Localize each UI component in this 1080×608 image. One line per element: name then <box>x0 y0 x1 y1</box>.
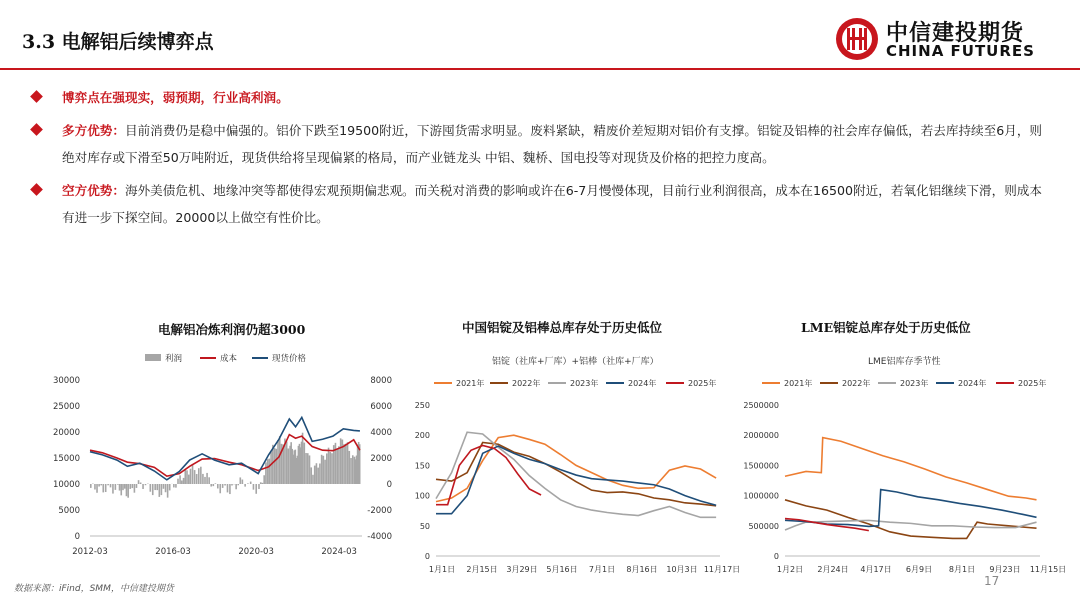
profit-bar <box>328 448 330 484</box>
y-left-tick-label: 25000 <box>52 402 80 412</box>
bullet-lead: 空方优势： <box>62 183 125 198</box>
profit-bar <box>120 484 122 495</box>
profit-bar <box>105 484 107 492</box>
profit-bar <box>269 459 271 484</box>
series-line-2022年 <box>436 442 716 505</box>
chart3-title: LME铝锭总库存处于历史低位 <box>801 320 971 335</box>
profit-bar <box>204 477 206 484</box>
x-tick-label: 11月15日 <box>1029 565 1067 574</box>
chart1-profit-cost-price <box>40 340 410 565</box>
y-tick-label: 500000 <box>748 521 779 531</box>
legend-label: 2024年 <box>628 379 657 388</box>
citic-logo-icon <box>834 16 880 62</box>
x-tick-label: 5月16日 <box>546 565 578 574</box>
profit-bar <box>314 466 316 484</box>
profit-bar <box>242 480 244 484</box>
profit-bar <box>270 452 272 484</box>
profit-bar <box>331 453 333 484</box>
y-tick-label: 100 <box>414 491 430 501</box>
profit-bar <box>183 478 185 484</box>
y-right-tick-label: 8000 <box>370 376 392 386</box>
legend-swatch <box>145 354 161 361</box>
profit-bar <box>222 484 224 488</box>
y-tick-label: 0 <box>773 552 779 561</box>
y-left-tick-label: 0 <box>74 532 80 542</box>
series-line-2024年 <box>436 446 716 514</box>
logo-text-en: CHINA FUTURES <box>886 42 1035 60</box>
profit-bar <box>102 484 104 492</box>
y-right-tick-label: 6000 <box>370 402 392 412</box>
profit-bar <box>267 459 269 484</box>
profit-bar <box>188 475 190 484</box>
profit-bar <box>159 484 161 497</box>
profit-bar <box>132 484 134 488</box>
profit-bar <box>343 444 345 484</box>
profit-bar <box>140 483 142 484</box>
bullet-text: 海外美债危机、地缘冲突等都使得宏观预期偏悲观。而关税对消费的影响或许在6-7月慢慢体现，目前行业利润很高，成本在16500附近，若氧化铝继续下滑，则成本有进一步下探空间。20000以上做空有性价比。 <box>62 183 1042 225</box>
y-left-tick-label: 15000 <box>52 454 80 464</box>
profit-bar <box>154 484 156 490</box>
y-left-tick-label: 5000 <box>58 506 80 516</box>
x-tick-label: 8月1日 <box>948 565 976 574</box>
bullet-diamond-icon <box>30 183 43 196</box>
y-right-tick-label: -4000 <box>367 532 392 542</box>
x-tick-label: 4月17日 <box>860 565 892 574</box>
profit-bar <box>244 484 246 487</box>
legend-label: 2022年 <box>842 379 871 388</box>
profit-bar <box>96 484 98 493</box>
profit-bar <box>138 480 140 484</box>
profit-bar <box>309 455 311 484</box>
profit-bar <box>136 484 138 488</box>
profit-bar <box>122 484 124 490</box>
profit-bar <box>253 484 255 490</box>
profit-bar <box>274 448 276 484</box>
profit-bar <box>129 484 131 489</box>
x-tick-label: 1月2日 <box>776 565 804 574</box>
profit-bar <box>115 484 117 490</box>
profit-bar <box>229 484 231 494</box>
y-tick-label: 250 <box>414 401 430 410</box>
profit-bar <box>219 484 221 493</box>
profit-bar <box>213 484 215 486</box>
series-line-2021年 <box>785 438 1037 500</box>
x-tick-label: 2012-03 <box>72 547 108 557</box>
profit-bar <box>181 480 183 484</box>
series-line-2022年 <box>785 500 1037 539</box>
profit-bar <box>142 484 144 489</box>
profit-bar <box>347 442 349 484</box>
profit-bar <box>198 468 200 484</box>
profit-bar <box>215 483 217 484</box>
profit-bar <box>175 484 177 488</box>
chart3-subtitle: LME铝库存季节性 <box>868 357 941 367</box>
profit-bar <box>310 467 312 484</box>
profit-bar <box>304 443 306 484</box>
y-right-tick-label: 0 <box>386 480 392 490</box>
legend-label: 2023年 <box>900 379 929 388</box>
y-tick-label: 2000000 <box>743 431 779 441</box>
legend-label: 2025年 <box>1018 379 1047 388</box>
profit-bar <box>317 468 319 484</box>
profit-bar <box>239 477 241 484</box>
profit-bar <box>275 449 277 484</box>
profit-bar <box>258 484 260 489</box>
profit-bar <box>352 455 354 484</box>
y-tick-label: 1000000 <box>743 491 779 501</box>
profit-bar <box>156 484 158 490</box>
legend-label: 2024年 <box>958 379 987 388</box>
x-tick-label: 7月1日 <box>588 565 616 574</box>
bullet-bear-case <box>32 177 1042 231</box>
profit-bar <box>112 484 114 494</box>
x-tick-label: 8月16日 <box>626 565 658 574</box>
x-tick-label: 3月29日 <box>506 565 538 574</box>
slide-header <box>0 0 1080 70</box>
y-tick-label: 2500000 <box>743 401 779 410</box>
chart2-china-inventory <box>414 368 741 578</box>
bullet-summary <box>32 84 1042 111</box>
profit-bar <box>186 470 188 484</box>
data-source-note: 数据来源：iFind，SMM，中信建投期货 <box>14 584 174 594</box>
profit-bar <box>286 441 288 484</box>
profit-bar <box>165 484 167 492</box>
legend-label: 2021年 <box>784 379 813 388</box>
profit-bar <box>350 458 352 484</box>
profit-bar <box>110 484 112 487</box>
profit-bar <box>107 484 109 485</box>
profit-bar <box>262 483 264 484</box>
y-tick-label: 200 <box>414 431 430 441</box>
x-tick-label: 2月15日 <box>466 565 498 574</box>
profit-bar <box>126 484 128 496</box>
profit-bar <box>202 474 204 484</box>
profit-bar <box>260 482 262 484</box>
bullet-diamond-icon <box>30 123 43 136</box>
x-tick-label: 2月24日 <box>817 565 849 574</box>
y-right-tick-label: 4000 <box>370 428 392 438</box>
legend-label: 成本 <box>220 354 238 364</box>
profit-bar <box>319 463 321 484</box>
y-tick-label: 150 <box>414 461 430 471</box>
profit-bar <box>279 436 281 484</box>
profit-bar <box>324 460 326 484</box>
profit-bar <box>336 448 338 484</box>
x-tick-label: 9月23日 <box>989 565 1021 574</box>
profit-bar <box>265 462 267 484</box>
profit-bar <box>200 467 202 484</box>
y-right-tick-label: -2000 <box>367 506 392 516</box>
chart3-lme-inventory <box>740 368 1067 578</box>
bullet-text: 目前消费仍是稳中偏强的。铝价下跌至19500附近，下游囤货需求明显。废料紧缺，精废价差短期对铝价有支撑。铝锭及铝棒的社会库存偏低，若去库持续至6月，则绝对库存或下滑至50万吨附近，现货供给将呈现偏紧的格局，而产业链龙头 中铝、魏桥、国电投等对现货及价格的把控力度高。 <box>62 123 1043 165</box>
bullet-bull-case <box>32 117 1042 171</box>
profit-bar <box>237 484 239 485</box>
x-tick-label: 11月17日 <box>703 565 741 574</box>
profit-bar <box>100 484 102 485</box>
bullet-diamond-icon <box>30 90 43 103</box>
chart2-title: 中国铝锭及铝棒总库存处于历史低位 <box>462 320 663 335</box>
profit-bar <box>307 453 309 484</box>
profit-bar <box>90 484 92 488</box>
profit-bar <box>208 477 210 484</box>
x-tick-label: 2024-03 <box>321 547 357 557</box>
profit-bar <box>250 482 252 484</box>
y-left-tick-label: 10000 <box>52 480 80 490</box>
profit-bar <box>98 484 100 487</box>
legend-label: 利润 <box>165 354 183 364</box>
x-tick-label: 2020-03 <box>238 547 274 557</box>
y-left-tick-label: 20000 <box>52 428 80 438</box>
profit-bar <box>150 484 152 492</box>
profit-bar <box>177 479 179 484</box>
profit-bar <box>305 453 307 484</box>
profit-bar <box>94 484 96 489</box>
profit-bar <box>312 475 314 484</box>
profit-bar <box>169 484 171 490</box>
profit-bar <box>349 451 351 484</box>
chart2-subtitle: 铝锭（社库+厂库）+铝棒（社库+厂库） <box>492 357 659 367</box>
profit-bar <box>152 484 154 495</box>
x-tick-label: 10月3日 <box>666 565 698 574</box>
slide-title: 3.3 电解铝后续博弈点 <box>22 31 214 53</box>
profit-bar <box>224 484 226 485</box>
profit-bar <box>277 440 279 484</box>
bullet-lead: 多方优势： <box>62 123 125 138</box>
profit-bar <box>161 484 163 495</box>
legend-label: 现货价格 <box>272 354 307 364</box>
y-tick-label: 1500000 <box>743 461 779 471</box>
profit-bar <box>127 484 129 498</box>
profit-bar <box>235 484 237 489</box>
profit-bar <box>316 463 318 484</box>
profit-bar <box>119 484 121 491</box>
y-tick-label: 0 <box>424 552 430 561</box>
series-line-2025年 <box>436 445 541 504</box>
logo-text-cn: 中信建投期货 <box>886 21 1025 46</box>
profit-bar <box>231 484 233 485</box>
legend-label: 2021年 <box>456 379 485 388</box>
profit-bar <box>217 484 219 488</box>
profit-bar <box>196 474 198 484</box>
profit-bar <box>117 484 119 485</box>
y-tick-label: 50 <box>419 521 430 531</box>
profit-bar <box>210 484 212 487</box>
x-tick-label: 1月1日 <box>428 565 456 574</box>
profit-bar <box>173 484 175 487</box>
profit-bar <box>345 444 347 484</box>
profit-bar <box>163 484 165 489</box>
x-tick-label: 6月9日 <box>905 565 933 574</box>
y-left-tick-label: 30000 <box>52 376 80 386</box>
profit-bar <box>329 452 331 484</box>
profit-bar <box>167 484 169 498</box>
x-tick-label: 2016-03 <box>155 547 191 557</box>
profit-bar <box>179 475 181 484</box>
y-right-tick-label: 2000 <box>370 454 392 464</box>
company-logo <box>834 16 1044 62</box>
page-number: 17 <box>984 574 1000 588</box>
bullet-lead: 博弈点在强现实，弱预期，行业高利润。 <box>62 90 289 105</box>
chart1-title: 电解铝冶炼利润仍超3000 <box>158 322 306 337</box>
profit-bar <box>321 455 323 484</box>
profit-bar <box>134 484 136 493</box>
series-line-2024年 <box>785 490 1037 527</box>
profit-bar <box>340 438 342 484</box>
profit-bar <box>206 473 208 484</box>
profit-bar <box>326 453 328 484</box>
legend-label: 2022年 <box>512 379 541 388</box>
profit-bar <box>255 484 257 494</box>
profit-bar <box>124 484 126 489</box>
profit-bar <box>184 470 186 484</box>
profit-bar <box>194 470 196 484</box>
legend-label: 2025年 <box>688 379 717 388</box>
legend-label: 2023年 <box>570 379 599 388</box>
profit-bar <box>190 469 192 484</box>
profit-bar <box>227 484 229 492</box>
profit-bar <box>288 448 290 484</box>
header-divider <box>0 68 1080 70</box>
profit-bar <box>192 464 194 484</box>
profit-bar <box>145 484 147 485</box>
profit-bar <box>323 456 325 484</box>
profit-bar <box>302 433 304 484</box>
profit-bar <box>263 475 265 484</box>
profit-bar <box>338 446 340 484</box>
bullet-list <box>32 84 1042 237</box>
profit-bar <box>247 483 249 484</box>
